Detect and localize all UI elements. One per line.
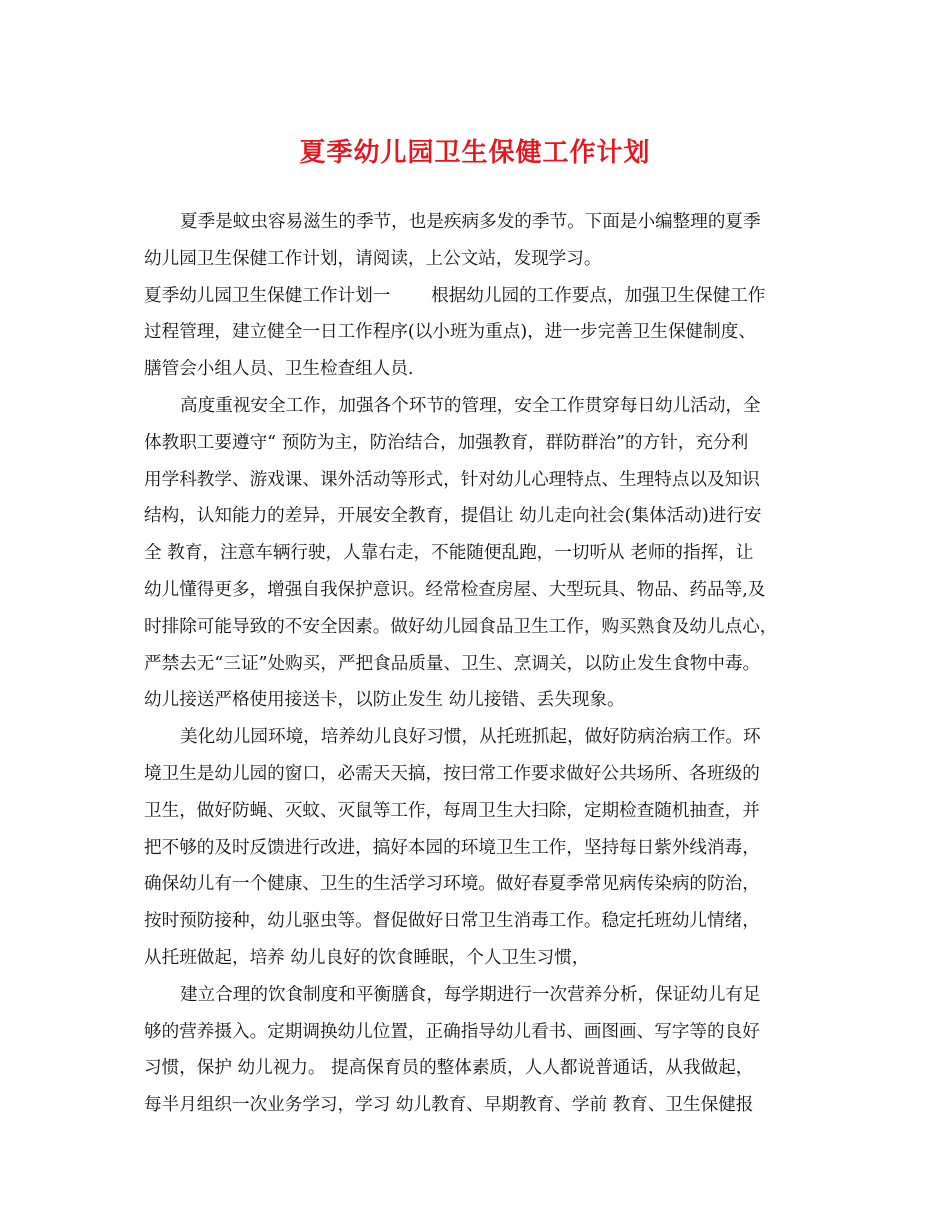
text-line: 建立合理的饮食制度和平衡膳食，每学期进行一次营养分析，保证幼儿有足 [180, 984, 761, 1005]
text-line: 美化幼儿园环境，培养幼儿良好习惯，从托班抓起，做好防病治病工作。环 [180, 727, 761, 748]
text-line: 结构，认知能力的差异，开展安全教育，提倡让 幼儿走向社会(集体活动)进行安 [144, 506, 762, 527]
text-line: 过程管理，建立健全一日工作程序(以小班为重点)，进一步完善卫生保健制度、 [144, 322, 756, 343]
text-line: 幼儿接送严格使用接送卡，以防止发生 幼儿接错、丢失现象。 [144, 690, 625, 711]
text-line: 夏季幼儿园卫生保健工作计划一 根据幼儿园的工作要点，加强卫生保健工作 [144, 285, 766, 306]
text-line: 境卫生是幼儿园的窗口，必需天天搞，按曰常工作要求做好公共场所、各班级的 [144, 763, 760, 784]
text-line: 全 教育，注意车辆行驶，人靠右走，不能随便乱跑，一切听从 老师的指挥，让 [144, 543, 754, 564]
text-line: 够的营养摄入。定期调换幼儿位置，正确指导幼儿看书、画图画、写字等的良好 [144, 1021, 760, 1042]
text-line: 体教职工要遵守“ 预防为主，防治结合，加强教育，群防群治”的方针，充分利 [144, 432, 749, 453]
text-line: 幼儿园卫生保健工作计划，请阅读，上公文站，发现学习。 [144, 248, 602, 269]
text-line: 用学科教学、游戏课、课外活动等形式，针对幼儿心理特点、生理特点以及知识 [144, 469, 760, 490]
text-line: 从托班做起，培养 幼儿良好的饮食睡眠，个人卫生习惯， [144, 947, 590, 968]
text-line: 确保幼儿有一个健康、卫生的生活学习环境。做好春夏季常见病传染病的防治， [144, 874, 760, 895]
text-line: 高度重视安全工作，加强各个环节的管理，安全工作贯穿每日幼儿活动，全 [180, 395, 761, 416]
text-line: 幼儿懂得更多，增强自我保护意识。经常检查房屋、大型玩具、物品、药品等,及 [144, 579, 766, 600]
text-line: 按时预防接种，幼儿驱虫等。督促做好日常卫生消毒工作。稳定托班幼儿情绪， [144, 911, 760, 932]
text-line: 习惯，保护 幼儿视力。 提高保育员的整体素质，人人都说普通话，从我做起， [144, 1058, 754, 1079]
text-line: 时排除可能导致的不安全因素。做好幼儿园食品卫生工作，购买熟食及幼儿点心， [144, 616, 778, 637]
text-line: 把不够的及时反馈进行改进，搞好本园的环境卫生工作，坚持每日紫外线消毒， [144, 837, 760, 858]
text-line: 夏季是蚊虫容易滋生的季节，也是疾病多发的季节。下面是小编整理的夏季 [180, 212, 761, 232]
text-line: 每半月组织一次业务学习，学习 幼儿教育、早期教育、学前 教育、卫生保健报 [144, 1095, 754, 1116]
text-line: 膳管会小组人员、卫生检查组人员. [144, 359, 414, 380]
text-line: 严禁去无“三证”处购买，严把食品质量、卫生、烹调关，以防止发生食物中毒。 [144, 653, 761, 674]
text-line: 卫生，做好防蝇、灭蚊、灭鼠等工作，每周卫生大扫除，定期检查随机抽查，并 [144, 800, 760, 821]
document-title: 夏季幼儿园卫生保健工作计划 [299, 138, 651, 168]
document-body [144, 204, 804, 1124]
